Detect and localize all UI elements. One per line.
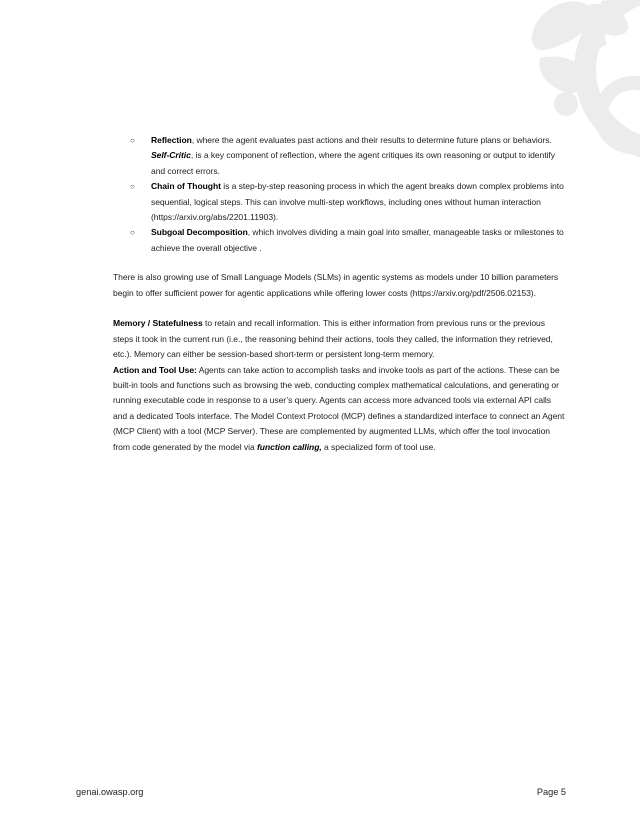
- term-reflection: Reflection: [151, 135, 192, 145]
- slm-paragraph: There is also growing use of Small Language Models (SLMs) in agentic systems as models under 10 billion parameters begin to offer sufficient power for agentic applications while offering lower costs (https://arxiv.org/pdf/2506.02153).: [113, 272, 559, 298]
- page-number: Page 5: [536, 787, 566, 797]
- list-item-chain-of-thought: [113, 179, 565, 225]
- reasoning-bullet-list: [113, 133, 565, 256]
- footer-site-url: genai.owasp.org: [76, 787, 144, 797]
- page-footer: [76, 787, 566, 797]
- term-action-tool-use: Action and Tool Use:: [113, 364, 197, 375]
- term-memory: Memory / Statefulness: [113, 318, 203, 329]
- subgoal-text: , which involves dividing a main goal into smaller, manageable tasks or milestones to achieve the overall objective .: [151, 227, 564, 253]
- body-content: [113, 133, 565, 455]
- tool-use-paragraph: [113, 363, 565, 455]
- memory-paragraph: [113, 316, 565, 362]
- term-chain-of-thought: Chain of Thought: [151, 181, 221, 192]
- memory-text: to retain and recall information. This is either information from previous runs or the previous steps it took in the current run (i.e., the reasoning behind their actions, tools they called, the information they retrieved, etc.). Memory can either be session-based short-term or persistent long-term memory.: [113, 318, 553, 360]
- term-function-calling: function calling,: [257, 441, 322, 452]
- tool-use-text: Agents can take action to accomplish tasks and invoke tools as part of the actions. These can be built-in tools and functions such as browsing the web, conducting complex mathematical calculations, and generating or running executable code in response to a user’s query. Agents can access more advanced tools via external API calls and a dedicated Tools interface. The Model Context Protocol (MCP) defines a standardized interface to connect an Agent (MCP Client) with a tool (MCP Server). These are complemented by augmented LLMs, which offer the tool invocation from code generated by the model via: [113, 364, 565, 452]
- bullet-marker: ○: [130, 136, 135, 145]
- list-item-subgoal-decomposition: [113, 225, 565, 256]
- function-calling-text: a specialized form of tool use.: [321, 441, 436, 452]
- reflection-text: , where the agent evaluates past actions and their results to determine future plans or behaviors.: [191, 135, 552, 145]
- list-item-reflection: [113, 133, 565, 179]
- chain-of-thought-text: is a step-by-step reasoning process in which the agent breaks down complex problems into sequential, logical steps. This can involve multi-step workflows, including ones without human interaction (https://arxiv.org/abs/2201.11903).: [151, 181, 564, 223]
- bullet-marker: ○: [130, 228, 135, 238]
- term-subgoal-decomposition: Subgoal Decomposition: [151, 227, 248, 238]
- bullet-marker: ○: [130, 182, 135, 192]
- term-self-critic: Self-Critic: [151, 150, 191, 161]
- self-critic-text: , is a key component of reflection, where the agent critiques its own reasoning or output to identify and correct errors.: [151, 150, 555, 176]
